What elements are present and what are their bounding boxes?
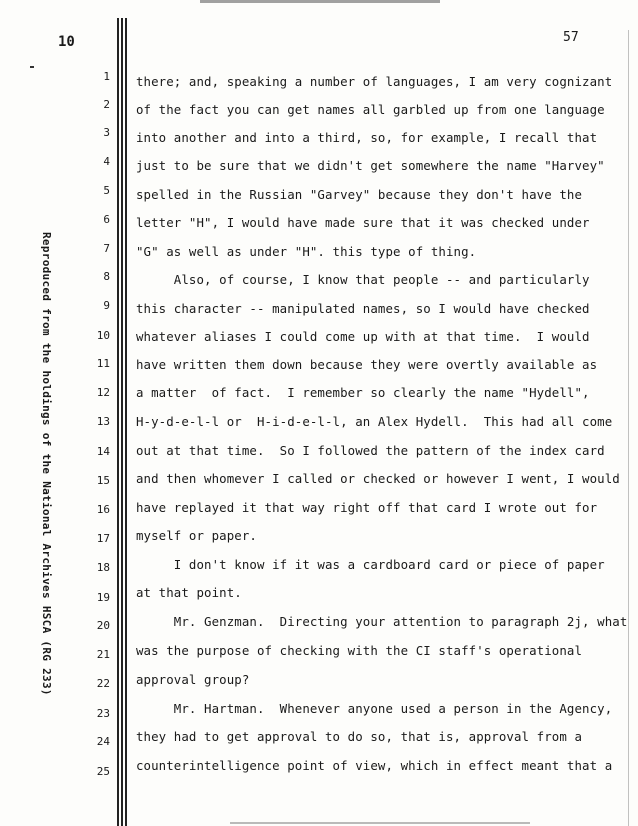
scan-speck: [30, 66, 34, 68]
transcript-line: approval group?: [136, 672, 250, 687]
line-number: 19: [96, 591, 110, 604]
right-edge-line: [628, 30, 629, 826]
archive-stamp: Reproduced from the holdings of the National Archives HSCA (RG 233): [40, 232, 53, 696]
transcript-line: there; and, speaking a number of languages, I am very cognizant: [136, 74, 613, 89]
transcript-line: into another and into a third, so, for example, I recall that: [136, 130, 598, 145]
transcript-line: Also, of course, I know that people -- and particularly: [136, 272, 590, 287]
line-number: 24: [96, 735, 110, 748]
transcript-line: have written them down because they were overtly available as: [136, 357, 598, 372]
line-number: 25: [96, 765, 110, 778]
line-number: 12: [96, 386, 110, 399]
transcript-line: of the fact you can get names all garbled up from one language: [136, 102, 605, 117]
transcript-line: Mr. Genzman. Directing your attention to paragraph 2j, what: [136, 614, 628, 629]
transcript-line: at that point.: [136, 585, 242, 600]
transcript-line: just to be sure that we didn't get somewhere the name "Harvey": [136, 158, 605, 173]
transcript-line: have replayed it that way right off that card I wrote out for: [136, 500, 598, 515]
line-number: 4: [103, 155, 110, 168]
line-number: 11: [96, 357, 110, 370]
line-number: 21: [96, 648, 110, 661]
line-number: 23: [96, 707, 110, 720]
line-number: 6: [103, 213, 110, 226]
margin-rule: [117, 18, 119, 826]
line-number: 9: [103, 299, 110, 312]
transcript-line: spelled in the Russian "Garvey" because they don't have the: [136, 187, 583, 202]
line-number: 20: [96, 619, 110, 632]
transcript-line: was the purpose of checking with the CI staff's operational: [136, 643, 583, 658]
transcript-line: counterintelligence point of view, which in effect meant that a: [136, 758, 613, 773]
document-number: 10: [58, 34, 75, 50]
line-number: 10: [96, 329, 110, 342]
margin-rule: [121, 18, 123, 826]
line-number: 16: [96, 503, 110, 516]
top-edge-mark: [200, 0, 440, 3]
line-number: 18: [96, 561, 110, 574]
line-number: 1: [103, 70, 110, 83]
transcript-line: out at that time. So I followed the pattern of the index card: [136, 443, 605, 458]
transcript-line: I don't know if it was a cardboard card or piece of paper: [136, 557, 605, 572]
line-number: 14: [96, 445, 110, 458]
transcript-line: and then whomever I called or checked or however I went, I would: [136, 471, 620, 486]
transcript-line: "G" as well as under "H". this type of thing.: [136, 244, 477, 259]
transcript-line: myself or paper.: [136, 528, 257, 543]
transcript-line: H-y-d-e-l-l or H-i-d-e-l-l, an Alex Hydell. This had all come: [136, 414, 613, 429]
transcript-line: letter "H", I would have made sure that it was checked under: [136, 215, 590, 230]
line-number: 15: [96, 474, 110, 487]
line-number: 17: [96, 532, 110, 545]
line-number: 7: [103, 242, 110, 255]
line-number: 5: [103, 184, 110, 197]
transcript-line: they had to get approval to do so, that is, approval from a: [136, 729, 583, 744]
page-number: 57: [563, 30, 579, 45]
line-number: 2: [103, 98, 110, 111]
line-number: 13: [96, 415, 110, 428]
transcript-line: Mr. Hartman. Whenever anyone used a person in the Agency,: [136, 701, 613, 716]
transcript-line: whatever aliases I could come up with at that time. I would: [136, 329, 590, 344]
line-number: 3: [103, 126, 110, 139]
transcript-line: this character -- manipulated names, so I would have checked: [136, 301, 590, 316]
line-number: 8: [103, 270, 110, 283]
transcript-line: a matter of fact. I remember so clearly the name "Hydell",: [136, 385, 590, 400]
line-number: 22: [96, 677, 110, 690]
margin-rule: [125, 18, 127, 826]
bottom-edge-mark: [230, 822, 530, 824]
